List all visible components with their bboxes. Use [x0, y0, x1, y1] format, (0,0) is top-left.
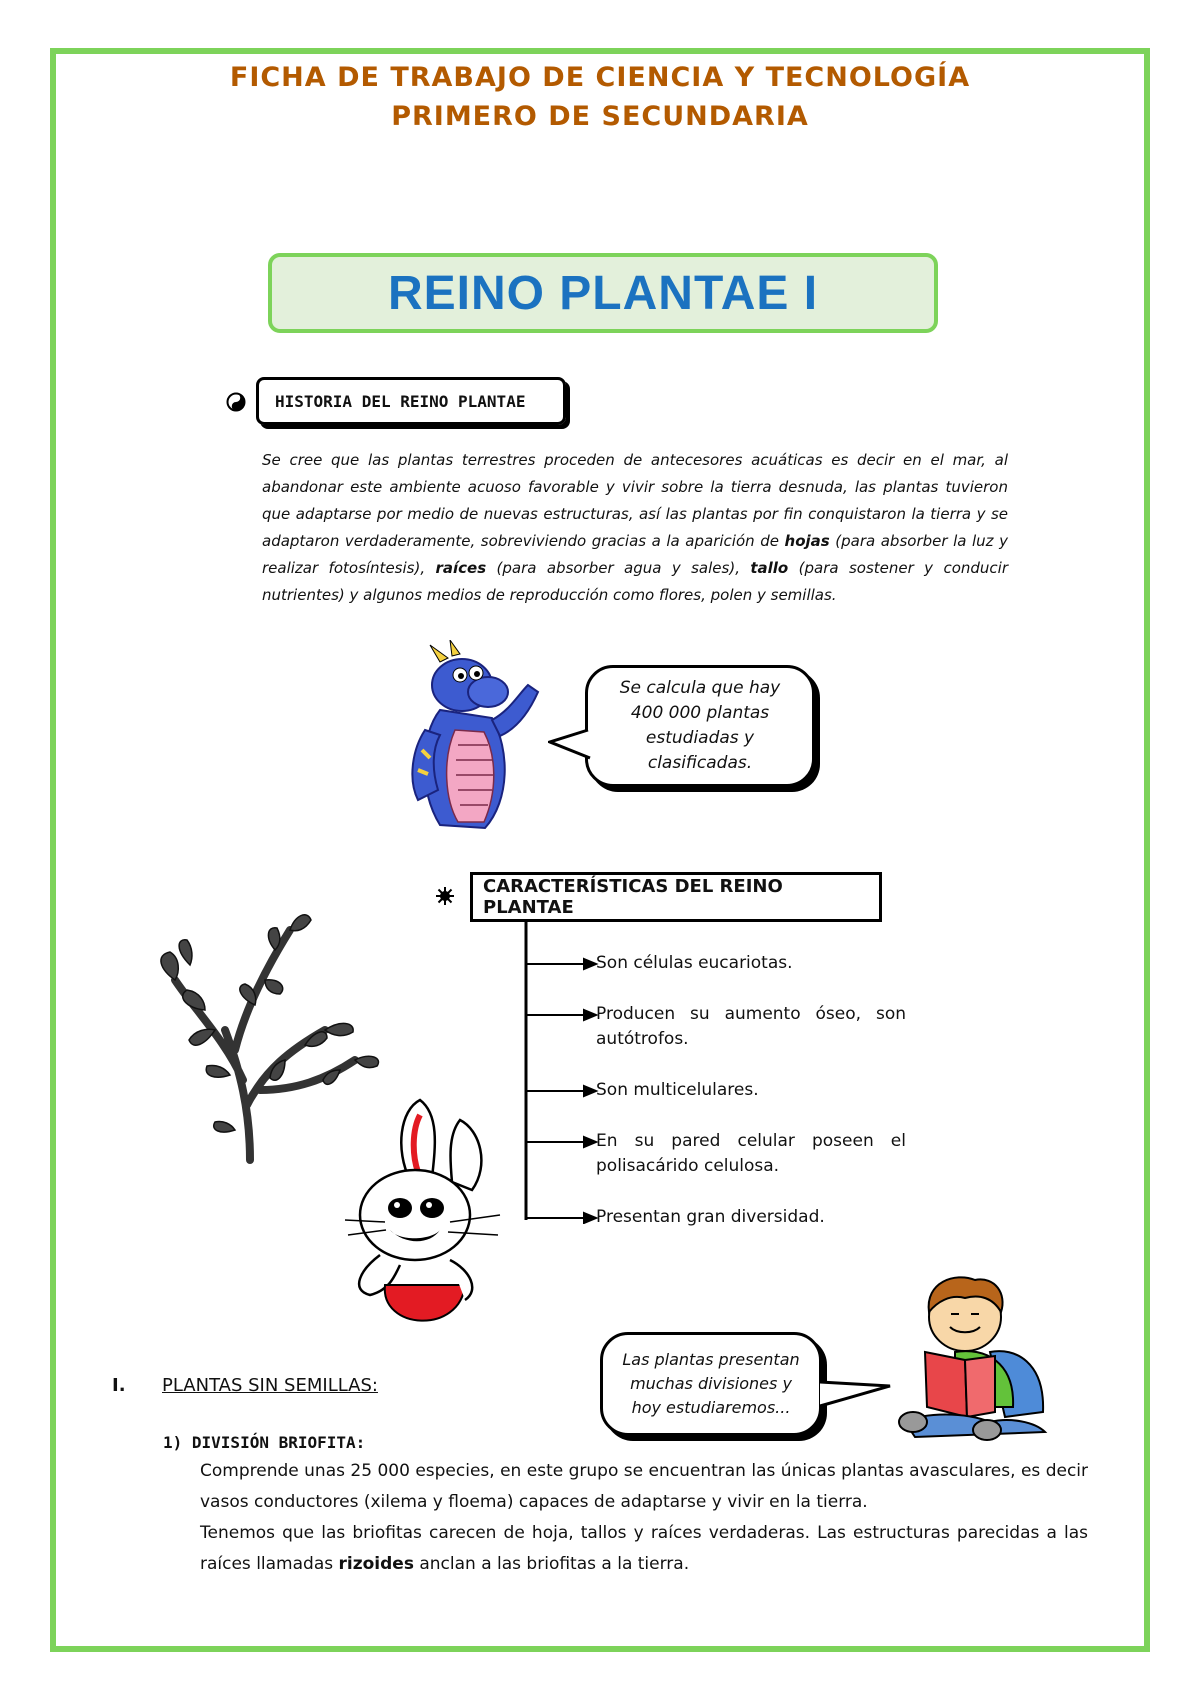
- briofita-paragraph-1: Comprende unas 25 000 especies, en este grupo se encuentran las únicas plantas avasculares, es decir vasos conductores (xilema y floema) capaces de adaptarse y vivir en la tierra.: [200, 1461, 1088, 1512]
- speech-bubble-1-text: Se calcula que hay 400 000 plantas estudiadas y clasificadas.: [619, 678, 781, 773]
- historia-text-3: (para absorber agua y sales),: [486, 559, 751, 577]
- briofita-paragraph-2: [200, 1518, 1088, 1580]
- historia-heading: HISTORIA DEL REINO PLANTAE: [275, 391, 526, 411]
- briofita-rizoides: rizoides: [338, 1554, 414, 1574]
- dragon-illustration: [400, 640, 550, 835]
- speech-bubble-2: [600, 1332, 822, 1436]
- header-line-2: PRIMERO DE SECUNDARIA: [391, 101, 809, 132]
- caracteristica-item-5: Presentan gran diversidad.: [596, 1207, 825, 1227]
- boy-reading-illustration: [895, 1272, 1060, 1442]
- caracteristicas-heading-box: [470, 872, 882, 922]
- yin-yang-icon: [226, 392, 246, 412]
- briofita-text-2b: anclan a las briofitas a la tierra.: [413, 1554, 690, 1574]
- briofita-text-2a: Tenemos que las briofitas carecen de hoja, tallos y raíces verdaderas. Las estructuras parecidas a las raíces llamadas: [200, 1523, 1088, 1574]
- section-1-1-title: 1) DIVISIÓN BRIOFITA:: [163, 1433, 366, 1452]
- speech-bubble-2-tail: [818, 1378, 893, 1418]
- caracteristica-item-3: Son multicelulares.: [596, 1080, 759, 1100]
- caracteristica-item-1: Son células eucariotas.: [596, 953, 793, 973]
- characteristics-connector-lines: [520, 922, 600, 1224]
- briofita-text: [200, 1456, 1088, 1580]
- historia-tallo: tallo: [750, 559, 789, 577]
- historia-paragraph: [262, 447, 1008, 609]
- rabbit-illustration: [340, 1090, 515, 1345]
- speech-bubble-1: [585, 665, 815, 787]
- section-1-number: I.: [112, 1375, 126, 1396]
- historia-hojas: hojas: [784, 532, 830, 550]
- historia-raices: raíces: [435, 559, 487, 577]
- section-1-title: PLANTAS SIN SEMILLAS:: [162, 1375, 378, 1396]
- header-line-1: FICHA DE TRABAJO DE CIENCIA Y TECNOLOGÍA: [229, 62, 971, 93]
- caracteristicas-heading: CARACTERÍSTICAS DEL REINO PLANTAE: [483, 876, 783, 918]
- caracteristica-item-2: Producen su aumento óseo, son autótrofos.: [596, 1004, 906, 1049]
- title-box: [268, 253, 938, 333]
- caracteristica-item-4: En su pared celular poseen el polisacárido celulosa.: [596, 1131, 906, 1176]
- historia-text-1: Se cree que las plantas terrestres proceden de antecesores acuáticas es decir en el mar, al abandonar este ambiente acuoso favorable y vivir sobre la tierra desnuda, las plantas tuvieron que adaptarse por medio de nuevas estructuras, así las plantas por fin conquistaron la tierra y se adaptaron verdaderamente, sobreviviendo gracias a la aparición de: [262, 451, 1008, 550]
- sun-burst-icon: [436, 887, 454, 905]
- page-title: REINO PLANTAE I: [387, 266, 819, 320]
- speech-bubble-1-tail: [548, 728, 598, 778]
- historia-text-2: (para absorber la luz y realizar fotosíntesis),: [262, 532, 1008, 577]
- historia-text-4: (para sostener y conducir nutrientes) y algunos medios de reproducción como flores, polen y semillas.: [262, 559, 1008, 604]
- speech-bubble-2-text: Las plantas presentan muchas divisiones y hoy estudiaremos...: [622, 1350, 800, 1417]
- historia-heading-box: [256, 377, 566, 425]
